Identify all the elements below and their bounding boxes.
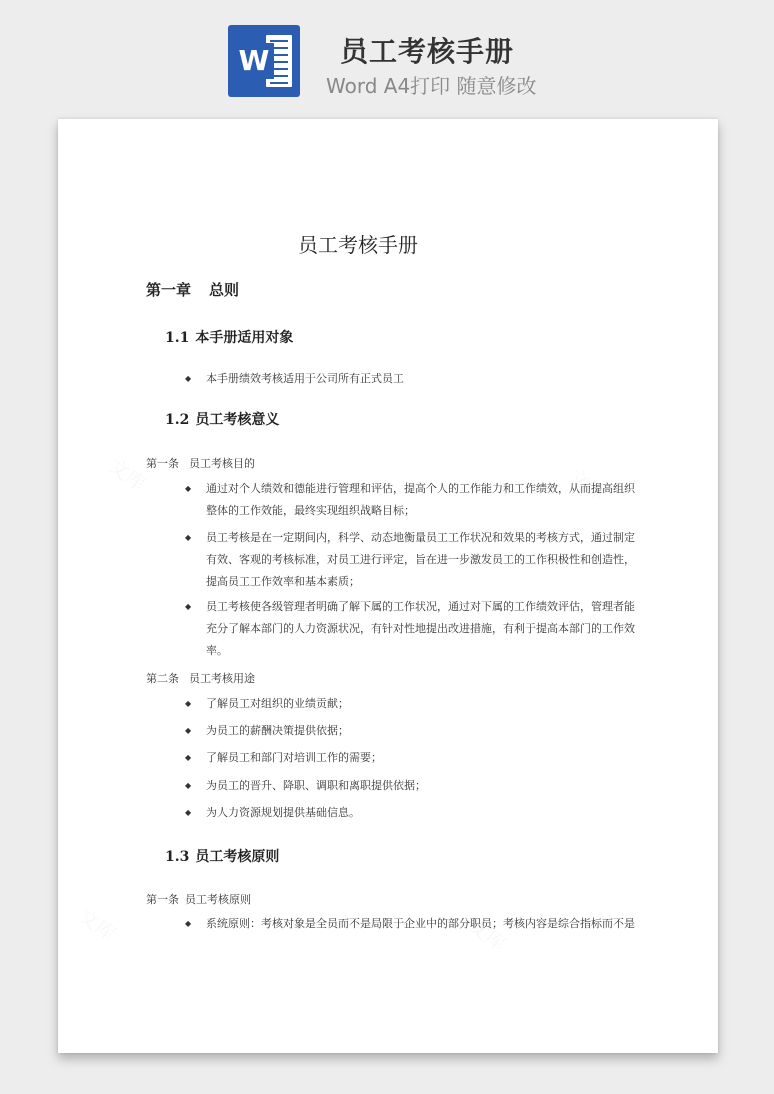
list-item-text: 为员工的薪酬决策提供依据；: [206, 724, 349, 737]
article-number: 第二条: [146, 672, 179, 685]
article-heading: [146, 891, 251, 907]
section-title: 本手册适用对象: [195, 330, 294, 346]
article-heading: [146, 670, 255, 686]
bullet-diamond-icon: ◆: [185, 753, 192, 762]
document-page: [58, 119, 718, 1053]
list-item: [185, 747, 635, 769]
list-item-text: 了解员工和部门对培训工作的需要；: [206, 751, 382, 764]
list-item: [185, 693, 635, 715]
list-item: [185, 802, 635, 824]
bullet-diamond-icon: ◆: [185, 808, 192, 817]
section-number: 1.3: [165, 849, 190, 865]
list-item-text: 员工考核是在一定期间内，科学、动态地衡量员工工作状况和效果的考核方式，通过制定有效、客观的考核标准，对员工进行评定，旨在进一步激发员工的工作积极性和创造性，提高员工工作效率和基本素质；: [206, 531, 635, 588]
section-title: 员工考核意义: [195, 412, 280, 428]
header-banner: [0, 0, 774, 110]
word-letter-icon: W: [234, 43, 274, 79]
section-heading: [165, 327, 293, 347]
bullet-diamond-icon: ◆: [185, 919, 192, 928]
list-item: [185, 368, 635, 390]
banner-title: 员工考核手册: [340, 35, 515, 68]
list-item-text: 本手册绩效考核适用于公司所有正式员工: [206, 372, 404, 385]
list-item-text: 为员工的晋升、降职、调职和离职提供依据；: [206, 779, 426, 792]
section-number: 1.1: [165, 330, 190, 346]
article-number: 第一条: [146, 893, 179, 906]
chapter-number: 第一章: [146, 281, 192, 299]
bullet-diamond-icon: ◆: [185, 602, 192, 611]
word-app-icon: [228, 25, 300, 97]
article-heading: [146, 455, 255, 471]
article-number: 第一条: [146, 457, 179, 470]
list-item: [185, 596, 635, 662]
list-item-text: 员工考核使各级管理者明确了解下属的工作状况，通过对下属的工作绩效评估，管理者能充分了解本部门的人力资源状况，有针对性地提出改进措施，有利于提高本部门的工作效率。: [206, 600, 635, 657]
list-item: [185, 478, 635, 522]
bullet-diamond-icon: ◆: [185, 699, 192, 708]
article-title: 员工考核用途: [189, 672, 255, 685]
bullet-diamond-icon: ◆: [185, 726, 192, 735]
list-item: [185, 720, 635, 742]
document-title: 员工考核手册: [298, 233, 418, 257]
section-heading: [165, 409, 279, 429]
section-heading: [165, 846, 279, 866]
watermark: [73, 900, 122, 947]
section-title: 员工考核原则: [195, 849, 280, 865]
article-title: 员工考核原则: [185, 893, 251, 906]
chapter-title: 总则: [209, 281, 240, 299]
section-number: 1.2: [165, 412, 190, 428]
list-item: [185, 913, 645, 935]
article-title: 员工考核目的: [189, 457, 255, 470]
list-item-text: 了解员工对组织的业绩贡献；: [206, 697, 349, 710]
list-item-text: 为人力资源规划提供基础信息。: [206, 806, 360, 819]
banner-subtitle: Word A4打印 随意修改: [326, 74, 537, 98]
bullet-diamond-icon: ◆: [185, 374, 192, 383]
list-item-text: 通过对个人绩效和德能进行管理和评估，提高个人的工作能力和工作绩效，从而提高组织整体的工作效能，最终实现组织战略目标；: [206, 482, 635, 517]
bullet-diamond-icon: ◆: [185, 484, 192, 493]
list-item: [185, 527, 635, 593]
chapter-heading: [146, 279, 239, 300]
bullet-diamond-icon: ◆: [185, 533, 192, 542]
list-item: [185, 775, 635, 797]
list-item-text: 系统原则：考核对象是全员而不是局限于企业中的部分职员；考核内容是综合指标而不是: [206, 917, 635, 930]
bullet-diamond-icon: ◆: [185, 781, 192, 790]
